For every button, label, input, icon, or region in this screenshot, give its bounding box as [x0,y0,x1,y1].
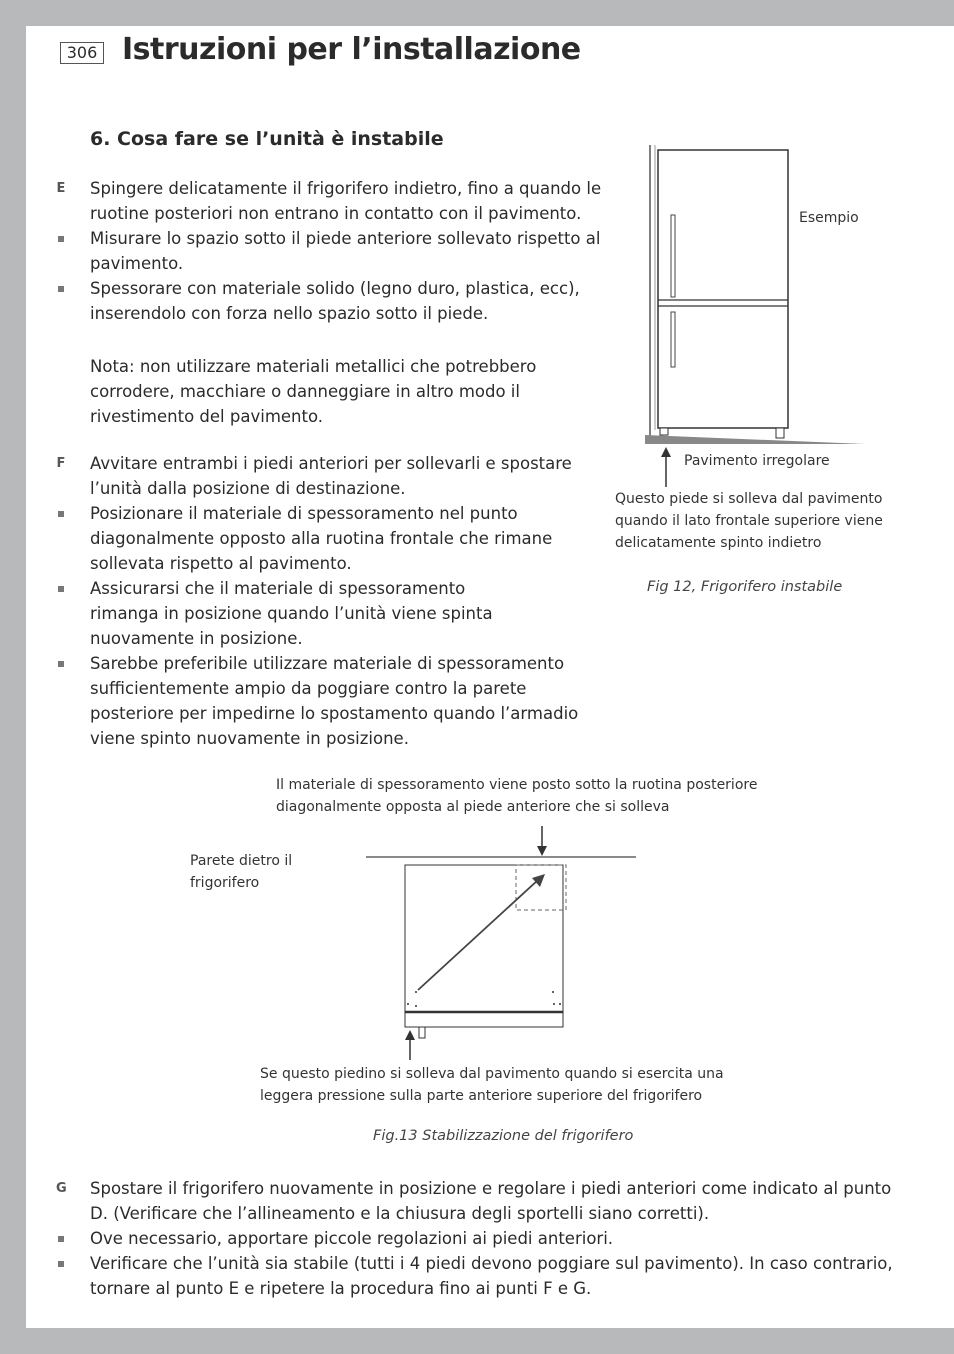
fig13-label-bottom: Se questo piedino si solleva dal pavimento quando si esercita una leggera pressione sulla parte anteriore superiore del frigorifero [260,1066,724,1104]
step-e-block [56,176,616,429]
step-f-block [56,451,596,751]
fig13-caption: Fig.13 Stabilizzazione del frigorifero [373,1128,634,1144]
bullet-text: Misurare lo spazio sotto il piede anteriore sollevato rispetto al pavimento. [90,229,601,273]
bullet-icon [58,286,64,292]
bullet-icon [58,236,64,242]
bullet-icon [58,586,64,592]
bullet-icon [58,661,64,667]
section-title: 6. Cosa fare se l’unità è instabile [90,128,444,150]
list-item [56,651,596,751]
fig12-label-floor: Pavimento irregolare [684,453,830,469]
fig12-fridge-diagram [640,140,880,480]
step-marker: G [56,1181,67,1196]
list-item [56,1251,896,1301]
step-f-main [56,451,596,501]
arrow-icon [660,447,672,487]
list-item [56,226,616,276]
fig13-label-top: Il materiale di spessoramento viene posto sotto la ruotina posteriore diagonalmente opposta al piede anteriore che si solleva [276,777,758,815]
bullet-text: Posizionare il materiale di spessoramento nel punto diagonalmente opposto alla ruotina frontale che rimane sollevata rispetto al pavimento. [90,504,553,573]
note-text: Nota: non utilizzare materiali metallici che potrebbero corrodere, macchiare o danneggiare in altro modo il rivestimento del pavimento. [90,357,537,426]
step-e-main [56,176,616,226]
step-g-main [56,1176,896,1226]
fig13-fridge-topview-diagram [360,820,650,1065]
step-text: Spingere delicatamente il frigorifero indietro, fino a quando le ruotine posteriori non entrano in contatto con il pavimento. [90,179,602,223]
bullet-icon [58,1261,64,1267]
page-title: Istruzioni per l’installazione [122,32,581,67]
list-item [56,1226,896,1251]
bullet-text: Ove necessario, apportare piccole regolazioni ai piedi anteriori. [90,1229,614,1248]
list-item [56,576,596,651]
bullet-text: Assicurarsi che il materiale di spessoramento rimanga in posizione quando l’unità viene spinta nuovamente in posizione. [90,579,493,648]
fig12-caption: Fig 12, Frigorifero instabile [647,579,843,595]
bullet-text: Spessorare con materiale solido (legno duro, plastica, ecc), inserendolo con forza nello spazio sotto il piede. [90,279,580,323]
list-item [56,501,596,576]
list-item [56,276,616,326]
step-marker: F [56,456,66,471]
fig12-label-foot: Questo piede si solleva dal pavimento quando il lato frontale superiore viene delicatamente spinto indietro [615,491,883,551]
bullet-icon [58,1236,64,1242]
step-text: Spostare il frigorifero nuovamente in posizione e regolare i piedi anteriori come indicato al punto D. (Verificare che l’allineamento e la chiusura degli sportelli siano corretti). [90,1179,892,1223]
fig12-label-example: Esempio [799,210,859,226]
page-number: 306 [60,42,104,64]
step-g-block [56,1176,896,1301]
fig13-label-wall: Parete dietro il frigorifero [190,853,293,891]
bullet-text: Sarebbe preferibile utilizzare materiale di spessoramento sufficientemente ampio da poggiare contro la parete posteriore per impedirne lo spostamento quando l’armadio viene spinto nuovamente in posizione. [90,654,579,748]
bullet-icon [58,511,64,517]
step-text: Avvitare entrambi i piedi anteriori per sollevarli e spostare l’unità dalla posizione di destinazione. [90,454,572,498]
bullet-text: Verificare che l’unità sia stabile (tutti i 4 piedi devono poggiare sul pavimento). In caso contrario, tornare al punto E e ripetere la procedura fino ai punti F e G. [90,1254,893,1298]
step-marker: E [56,181,66,196]
